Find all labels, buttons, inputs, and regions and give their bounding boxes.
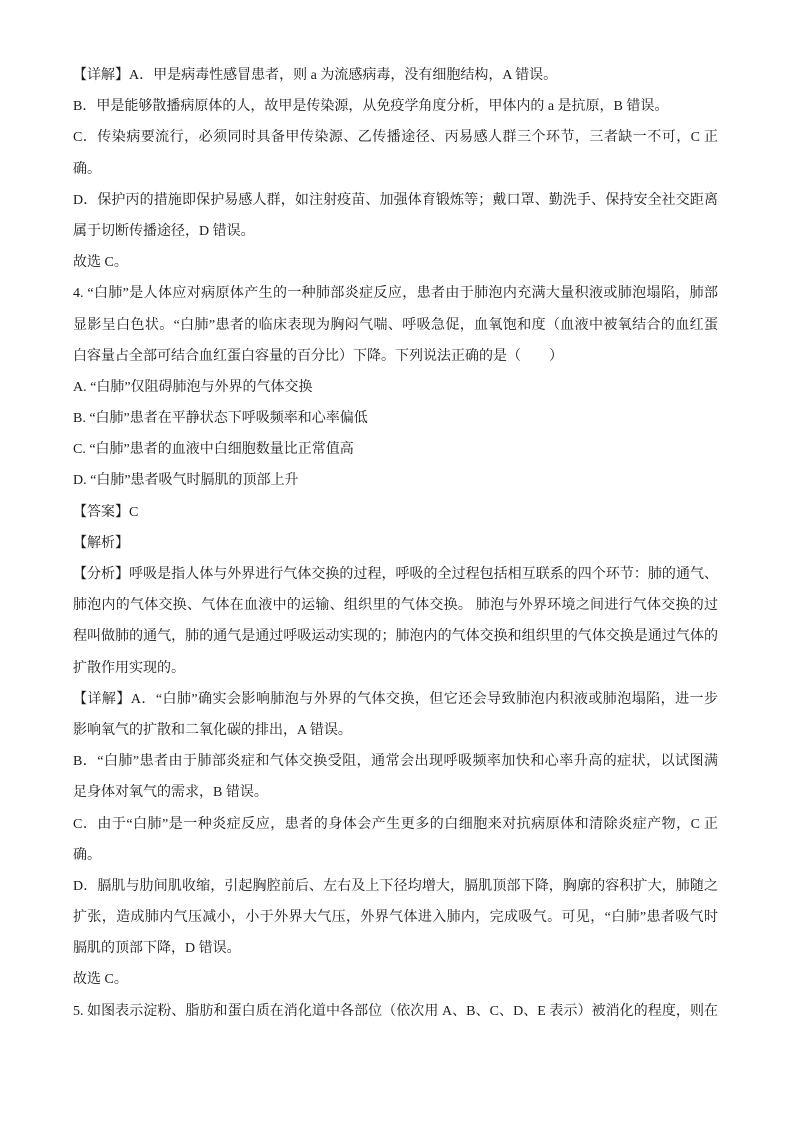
q4-option-c: C. “白肺”患者的血液中白细胞数量比正常值高 [73, 442, 354, 458]
q3-detail-option-d: D．保护丙的措施即保护易感人群，如注射疫苗、加强体育锻炼等；戴口罩、勤洗手、保持安全社交距离 [73, 192, 718, 208]
q4-option-b: B. “白肺”患者在平静状态下呼吸频率和心率偏低 [73, 411, 368, 427]
q5-section [73, 996, 718, 1027]
q4-stem-line: 显影呈白色状。“白肺”患者的临床表现为胸闷气喘、呼吸急促，血氧饱和度（血液中被氧结合的血红蛋 [73, 317, 718, 333]
q4-detail-line: D．膈肌与肋间肌收缩，引起胸腔前后、左右及上下径均增大，膈肌顶部下降，胸廓的容积扩大，肺随之 [73, 878, 718, 894]
q4-detail-line: 【详解】A．“白肺”确实会影响肺泡与外界的气体交换，但它还会导致肺泡内积液或肺泡塌陷，进一步 [73, 691, 718, 707]
q4-section [73, 278, 718, 995]
q4-detail-line: 足身体对氧气的需求，B 错误。 [73, 785, 268, 801]
q5-stem-line: 5. 如图表示淀粉、脂肪和蛋白质在消化道中各部位（依次用 A、B、C、D、E 表示）被消化的程度，则在 [73, 1003, 718, 1019]
q3-detail-option-d-cont: 属于切断传播途径，D 错误。 [73, 223, 255, 239]
q3-detail-option-a: 【详解】A．甲是病毒性感冒患者，则 a 为流感病毒，没有细胞结构，A 错误。 [73, 68, 558, 83]
q3-detail-option-c-cont: 确。 [73, 161, 101, 177]
q4-analysis-line: 【分析】呼吸是指人体与外界进行气体交换的过程，呼吸的全过程包括相互联系的四个环节：肺的通气、 [73, 567, 718, 582]
q4-analysis-line: 扩散作用实现的。 [73, 660, 185, 676]
q4-detail-line: B．“白肺”患者由于肺部炎症和气体交换受阻，通常会出现呼吸频率加快和心率升高的症状，以试图满 [73, 754, 718, 770]
q4-detail-line: 影响氧气的扩散和二氧化碳的排出，A 错误。 [73, 722, 352, 738]
q4-option-d: D. “白肺”患者吸气时膈肌的顶部上升 [73, 473, 299, 489]
q4-detail-line: 扩张，造成肺内气压减小，小于外界大气压，外界气体进入肺内，完成吸气。可见，“白肺”患者吸气时 [73, 910, 718, 926]
q3-conclusion: 故选 C。 [73, 255, 128, 271]
q4-conclusion: 故选 C。 [73, 972, 128, 988]
q4-detail-line: 确。 [73, 847, 101, 863]
q4-answer: 【答案】C [73, 504, 139, 520]
q4-detail-line: C．由于“白肺”是一种炎症反应，患者的身体会产生更多的白细胞来对抗病原体和清除炎症产物，C 正 [73, 816, 718, 832]
q4-analysis-line: 肺泡内的气体交换、气体在血液中的运输、组织里的气体交换。 肺泡与外界环境之间进行气体交换的过 [73, 598, 718, 614]
q4-analysis-line: 程叫做肺的通气，肺的通气是通过呼吸运动实现的；肺泡内的气体交换和组织里的气体交换是通过气体的 [73, 629, 718, 645]
q3-detail-option-b: B．甲是能够散播病原体的人，故甲是传染源，从免疫学角度分析，甲体内的 a 是抗原，B 错误。 [73, 99, 669, 115]
q4-stem-line: 白容量占全部可结合血红蛋白容量的百分比）下降。下列说法正确的是（ ） [73, 348, 563, 364]
q3-detail-section [73, 60, 718, 278]
q4-detail-line: 膈肌的顶部下降，D 错误。 [73, 941, 241, 957]
q3-detail-option-c: C．传染病要流行，必须同时具备甲传染源、乙传播途径、丙易感人群三个环节，三者缺一不可，C 正 [73, 130, 718, 146]
document-page [73, 60, 718, 1027]
q4-analysis-heading: 【解析】 [73, 535, 129, 551]
q4-option-a: A. “白肺”仅阻碍肺泡与外界的气体交换 [73, 379, 313, 395]
q4-stem-line: 4. “白肺”是人体应对病原体产生的一种肺部炎症反应，患者由于肺泡内充满大量积液或肺泡塌陷，肺部 [73, 286, 718, 302]
